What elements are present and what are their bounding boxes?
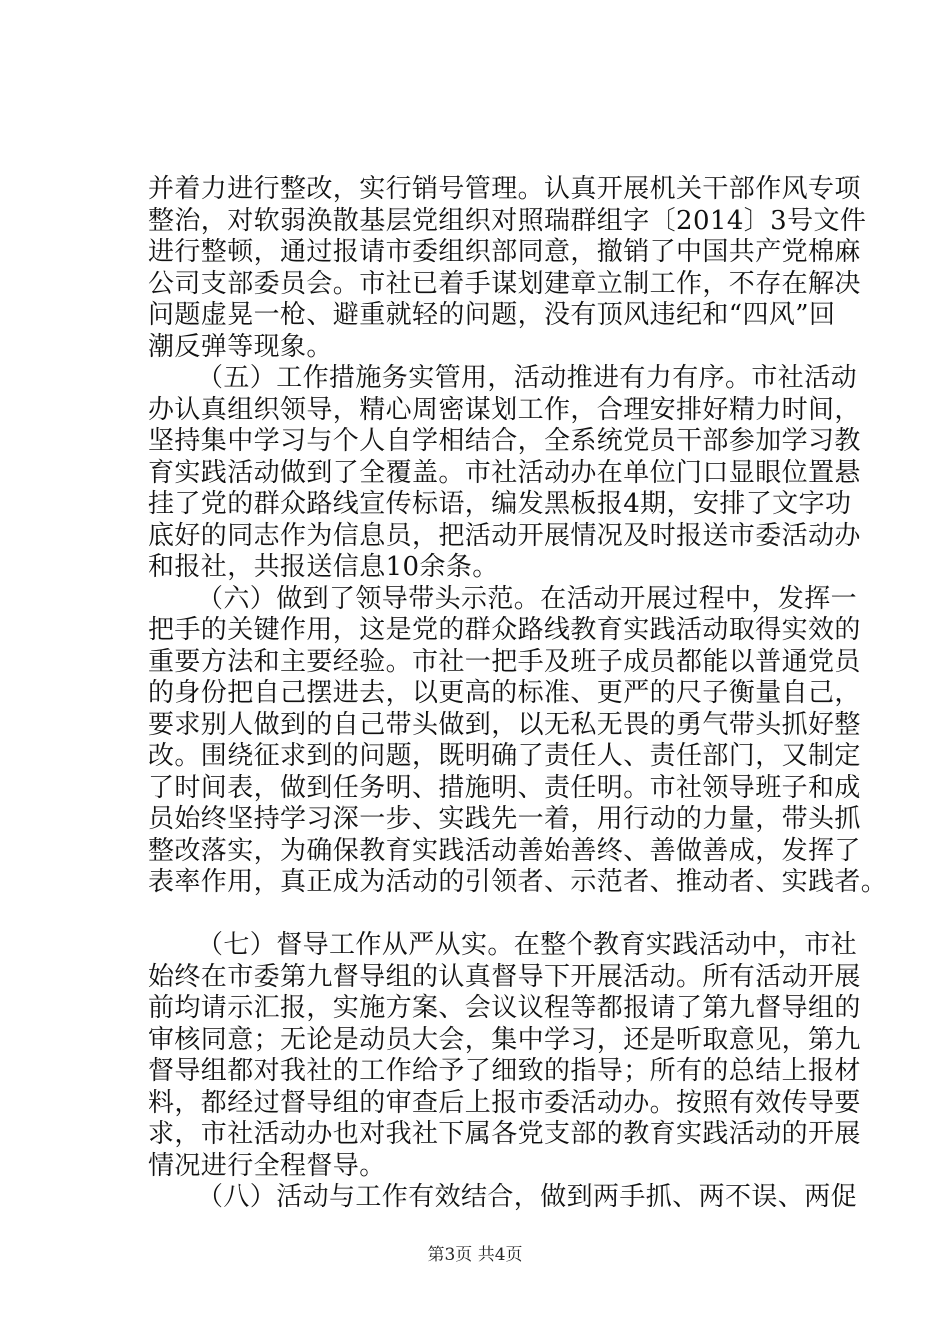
paragraph-heading-8: （八）活动与工作有效结合，做到两手抓、两不误、两促 xyxy=(197,1182,858,1212)
text-line: 办认真组织领导，精心周密谋划工作，合理安排好精力时间， xyxy=(148,394,861,425)
text-line: 育实践活动做到了全覆盖。市社活动办在单位门口显眼位置悬 xyxy=(148,457,861,488)
document-body xyxy=(148,174,888,1214)
text-line: 问题虚晃一枪、避重就轻的问题，没有顶风违纪和“四风”回 xyxy=(148,300,836,330)
text-line: 员始终坚持学习深一步、实践先一着，用行动的力量，带头抓 xyxy=(148,804,861,834)
text-line: 表率作用，真正成为活动的引领者、示范者、推动者、实践者。 xyxy=(148,867,888,897)
text-line: 进行整顿，通过报请市委组织部同意，撤销了中国共产党棉麻 xyxy=(148,237,861,267)
paragraph-heading-7: （七）督导工作从严从实。在整个教育实践活动中，市社 xyxy=(197,930,858,960)
text-line: 的身份把自己摆进去，以更高的标准、更严的尺子衡量自己， xyxy=(148,678,861,708)
text-line: 情况进行全程督导。 xyxy=(148,1150,386,1181)
text-line: 整治，对软弱涣散基层党组织对照瑞群组字〔2014〕3号文件 xyxy=(148,205,867,236)
text-line: 挂了党的群众路线宣传标语，编发黑板报4期，安排了文字功 xyxy=(148,489,852,519)
text-line: 潮反弹等现象。 xyxy=(148,331,333,362)
text-line: 求，市社活动办也对我社下属各党支部的教育实践活动的开展 xyxy=(148,1119,861,1149)
paragraph-heading-5: （五）工作措施务实管用，活动推进有力有序。市社活动 xyxy=(197,363,858,393)
text-line: 整改落实，为确保教育实践活动善始善终、善做善成，发挥了 xyxy=(148,835,861,866)
text-line: 了时间表，做到任务明、措施明、责任明。市社领导班子和成 xyxy=(148,772,861,803)
text-line: 底好的同志作为信息员，把活动开展情况及时报送市委活动办 xyxy=(148,520,861,551)
text-line: 审核同意；无论是动员大会，集中学习，还是听取意见，第九 xyxy=(148,1024,861,1055)
text-line: 要求别人做到的自己带头做到，以无私无畏的勇气带头抓好整 xyxy=(148,709,861,740)
paragraph-heading-6: （六）做到了领导带头示范。在活动开展过程中，发挥一 xyxy=(197,583,858,614)
text-line: 公司支部委员会。市社已着手谋划建章立制工作，不存在解决 xyxy=(148,268,861,299)
text-line: 并着力进行整改，实行销号管理。认真开展机关干部作风专项 xyxy=(148,174,861,204)
text-line: 和报社，共报送信息10余条。 xyxy=(148,552,499,582)
text-line: 坚持集中学习与个人自学相结合，全系统党员干部参加学习教 xyxy=(148,426,861,456)
text-line: 前均请示汇报，实施方案、会议议程等都报请了第九督导组的 xyxy=(148,993,861,1023)
text-line: 始终在市委第九督导组的认真督导下开展活动。所有活动开展 xyxy=(148,961,861,992)
text-line: 把手的关键作用，这是党的群众路线教育实践活动取得实效的 xyxy=(148,615,861,645)
text-line: 改。围绕征求到的问题，既明确了责任人、责任部门，又制定 xyxy=(148,741,861,771)
paragraph-gap xyxy=(148,899,848,931)
text-line: 督导组都对我社的工作给予了细致的指导；所有的总结上报材 xyxy=(148,1056,861,1086)
text-line: 重要方法和主要经验。市社一把手及班子成员都能以普通党员 xyxy=(148,646,861,677)
page-number-footer: 第3页 共4页 xyxy=(427,1245,523,1265)
text-line: 料，都经过督导组的审查后上报市委活动办。按照有效传导要 xyxy=(148,1087,861,1118)
